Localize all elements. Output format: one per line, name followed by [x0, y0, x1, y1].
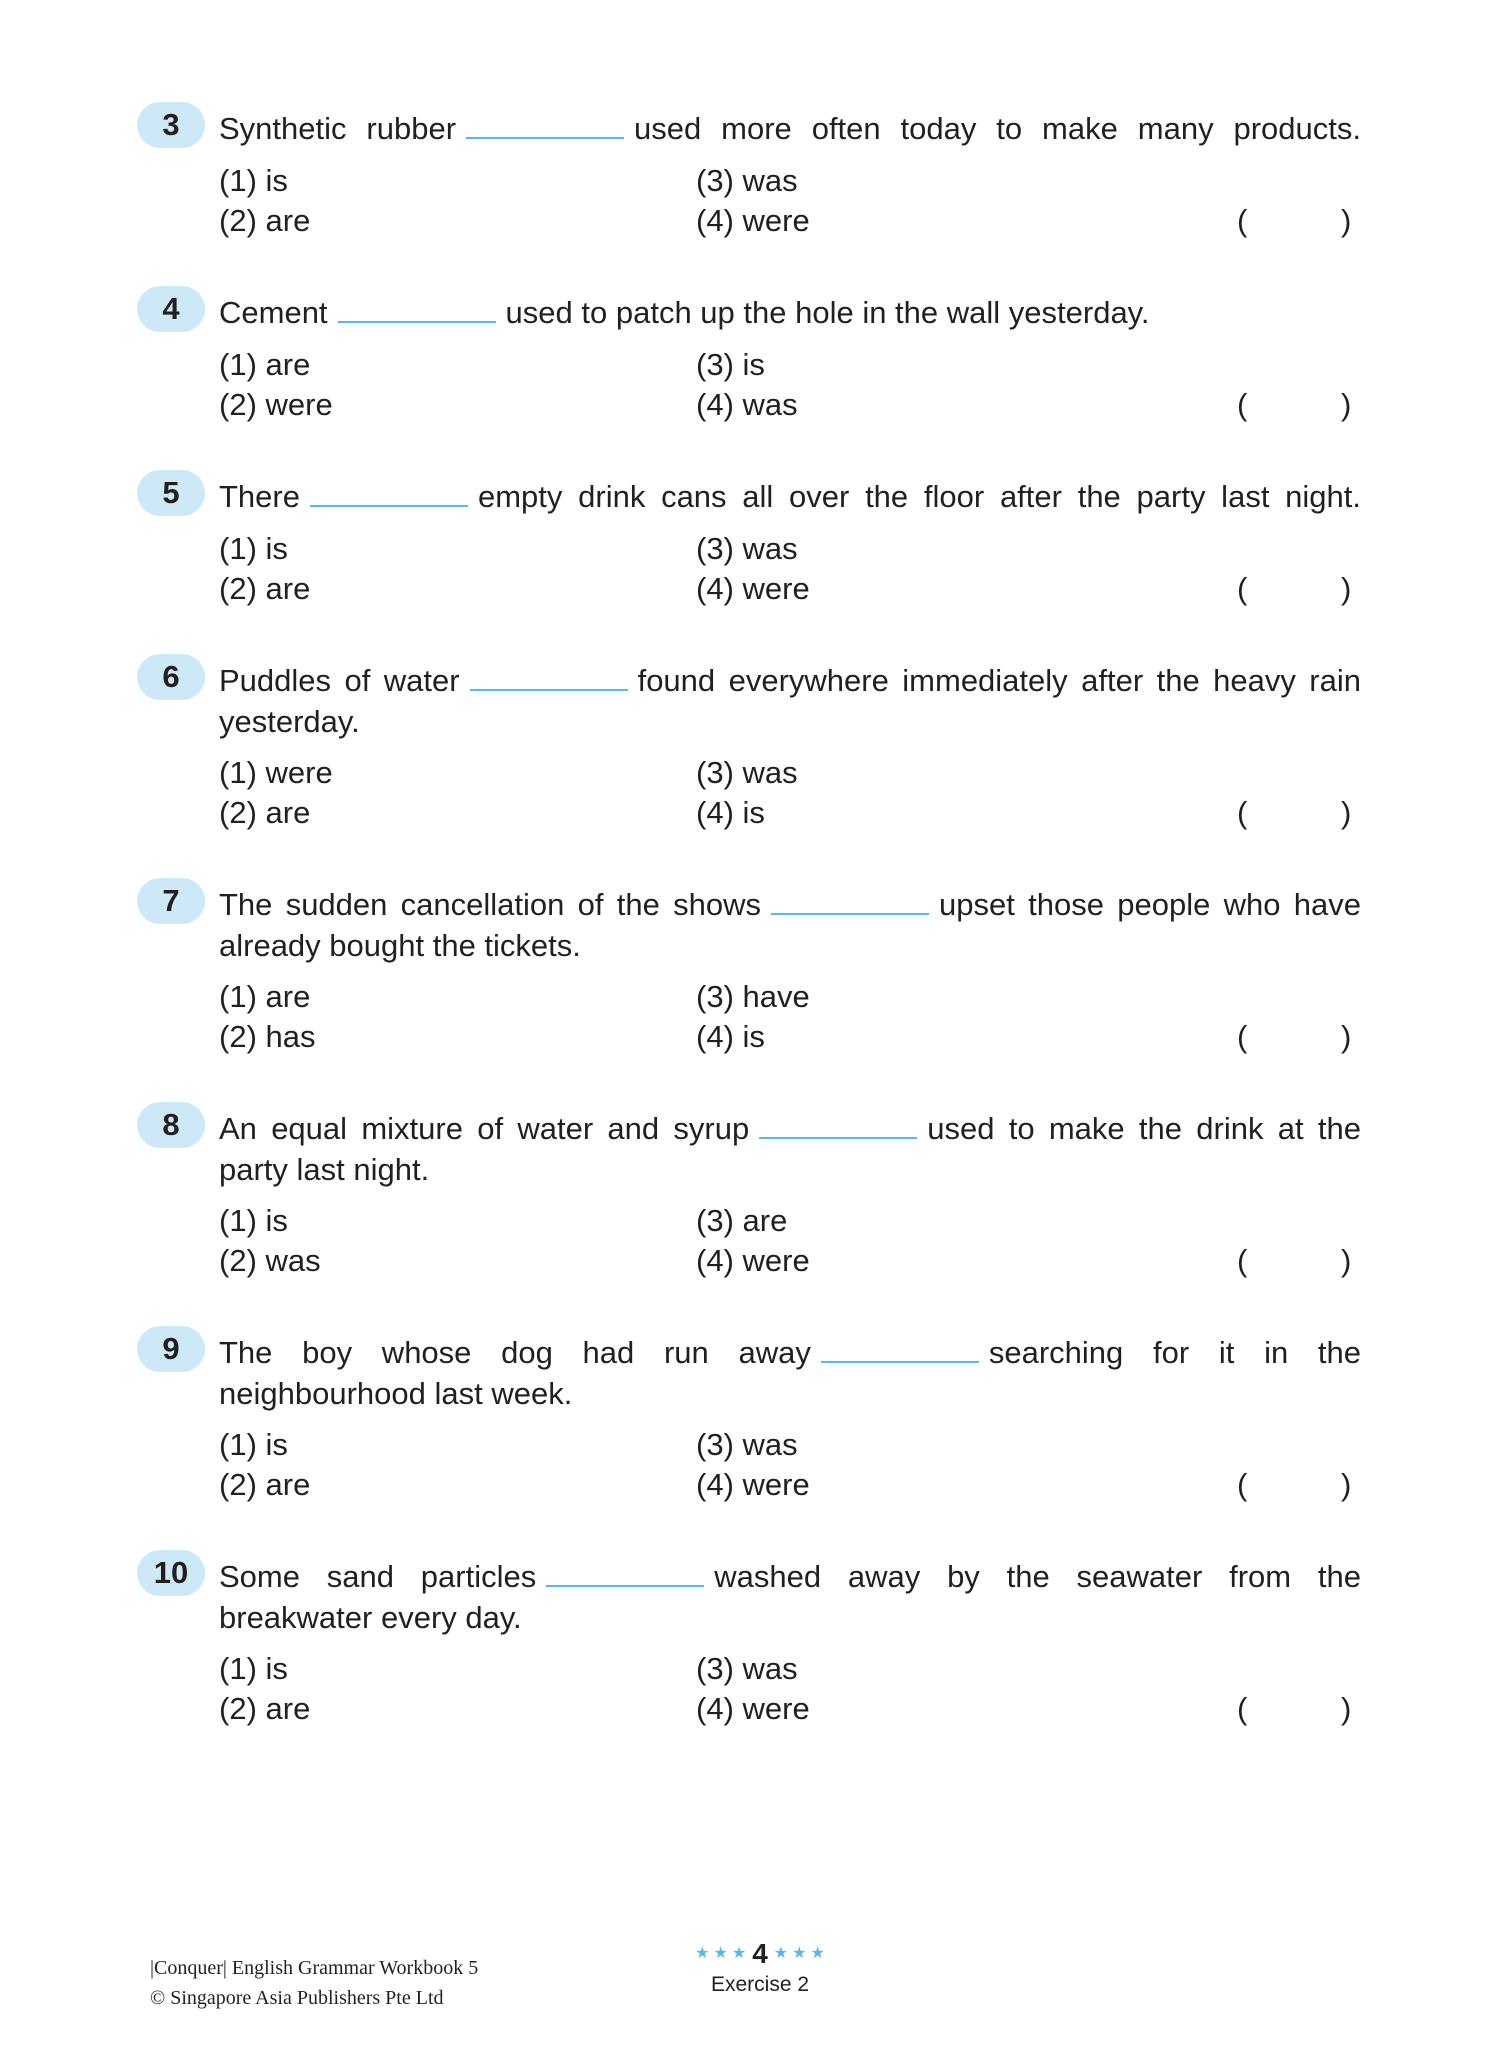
stem-text-after: used more often today to make many products.	[634, 111, 1361, 146]
option-1[interactable]: (1) were	[219, 755, 333, 790]
answer-blank[interactable]	[759, 1113, 917, 1139]
option-3[interactable]: (3) was	[696, 755, 798, 790]
option-1[interactable]: (1) are	[219, 347, 311, 382]
question-number-badge: 4	[137, 286, 205, 332]
answer-bracket-close: )	[1341, 571, 1352, 606]
page-number: 4	[752, 1937, 768, 1969]
page-footer	[660, 1935, 860, 1999]
stem-text-before: Cement	[219, 295, 328, 330]
option-2[interactable]: (2) are	[219, 1467, 311, 1502]
question-number-badge: 9	[137, 1326, 205, 1372]
question-number-badge: 10	[137, 1550, 205, 1596]
stem-text-before: An equal mixture of water and syrup	[219, 1111, 750, 1146]
option-1[interactable]: (1) is	[219, 163, 288, 198]
option-3[interactable]: (3) have	[696, 979, 810, 1014]
answer-bracket-open: (	[1237, 203, 1248, 238]
stem-text-before: The boy whose dog had run away	[219, 1335, 811, 1370]
answer-blank[interactable]	[338, 297, 496, 323]
answer-blank[interactable]	[466, 113, 624, 139]
option-1[interactable]: (1) are	[219, 979, 311, 1014]
stem-text-before: Synthetic rubber	[219, 111, 457, 146]
option-4[interactable]: (4) were	[696, 1691, 810, 1726]
answer-blank[interactable]	[821, 1337, 979, 1363]
question-stem	[219, 1556, 1361, 1638]
option-3[interactable]: (3) was	[696, 163, 798, 198]
answer-bracket-close: )	[1341, 1691, 1352, 1726]
answer-bracket-close: )	[1341, 1243, 1352, 1278]
option-2[interactable]: (2) are	[219, 203, 311, 238]
option-4[interactable]: (4) is	[696, 795, 765, 830]
option-4[interactable]: (4) were	[696, 1467, 810, 1502]
question-number-badge: 8	[137, 1102, 205, 1148]
option-3[interactable]: (3) was	[696, 1651, 798, 1686]
stem-text-after: empty drink cans all over the floor after the party last night.	[477, 479, 1361, 514]
option-1[interactable]: (1) is	[219, 1427, 288, 1462]
option-1[interactable]: (1) is	[219, 1203, 288, 1238]
star-icon: ★	[713, 1944, 728, 1962]
question-number-badge: 3	[137, 102, 205, 148]
question-stem	[219, 108, 1361, 149]
stem-text-after: washed away by the seawater from the breakwater every day.	[219, 1559, 1361, 1635]
option-3[interactable]: (3) is	[696, 347, 765, 382]
option-2[interactable]: (2) has	[219, 1019, 316, 1054]
answer-bracket-open: (	[1237, 1019, 1248, 1054]
star-icon: ★	[810, 1944, 825, 1962]
stem-text-after: used to make the drink at the party last night.	[219, 1111, 1361, 1187]
answer-blank[interactable]	[470, 665, 628, 691]
answer-bracket-open: (	[1237, 795, 1248, 830]
stem-text-after: upset those people who have already bought the tickets.	[219, 887, 1361, 963]
option-4[interactable]: (4) is	[696, 1019, 765, 1054]
book-title: |Conquer| English Grammar Workbook 5	[150, 1957, 479, 1979]
answer-bracket-close: )	[1341, 1467, 1352, 1502]
answer-blank[interactable]	[546, 1561, 704, 1587]
answer-bracket-open: (	[1237, 1467, 1248, 1502]
question-stem	[219, 476, 1361, 517]
page-number-row	[660, 1935, 860, 1971]
question-stem	[219, 660, 1361, 742]
answer-bracket-open: (	[1237, 1243, 1248, 1278]
star-icon: ★	[773, 1944, 789, 1962]
answer-bracket-open: (	[1237, 1691, 1248, 1726]
answer-bracket-close: )	[1341, 795, 1352, 830]
question-stem	[219, 292, 1361, 333]
option-4[interactable]: (4) were	[696, 203, 810, 238]
answer-bracket-close: )	[1341, 1019, 1352, 1054]
option-1[interactable]: (1) is	[219, 1651, 288, 1686]
star-icon: ★	[695, 1944, 710, 1962]
option-2[interactable]: (2) was	[219, 1243, 321, 1278]
question-stem	[219, 1108, 1361, 1190]
option-2[interactable]: (2) are	[219, 571, 311, 606]
answer-bracket-open: (	[1237, 387, 1248, 422]
stem-text-before: The sudden cancellation of the shows	[219, 887, 762, 922]
question-stem	[219, 1332, 1361, 1414]
copyright-notice: © Singapore Asia Publishers Pte Ltd	[150, 1987, 444, 2009]
option-2[interactable]: (2) are	[219, 795, 311, 830]
stem-text-before: There	[219, 479, 300, 514]
question-stem	[219, 884, 1361, 966]
question-number-badge: 6	[137, 654, 205, 700]
option-4[interactable]: (4) was	[696, 387, 798, 422]
stem-text-before: Some sand particles	[219, 1559, 537, 1594]
option-4[interactable]: (4) were	[696, 1243, 810, 1278]
footer-credits	[150, 1953, 478, 2013]
option-2[interactable]: (2) are	[219, 1691, 311, 1726]
option-4[interactable]: (4) were	[696, 571, 810, 606]
option-3[interactable]: (3) was	[696, 1427, 798, 1462]
stem-text-after: searching for it in the neighbourhood last week.	[219, 1335, 1361, 1411]
option-3[interactable]: (3) was	[696, 531, 798, 566]
option-1[interactable]: (1) is	[219, 531, 288, 566]
answer-bracket-close: )	[1341, 387, 1352, 422]
stem-text-before: Puddles of water	[219, 663, 460, 698]
star-icon: ★	[731, 1944, 747, 1962]
star-icon: ★	[792, 1944, 807, 1962]
stem-text-after: used to patch up the hole in the wall yesterday.	[505, 295, 1150, 330]
answer-bracket-open: (	[1237, 571, 1248, 606]
answer-blank[interactable]	[310, 481, 468, 507]
stem-text-after: found everywhere immediately after the heavy rain yesterday.	[219, 663, 1361, 739]
answer-bracket-close: )	[1341, 203, 1352, 238]
option-3[interactable]: (3) are	[696, 1203, 788, 1238]
exercise-label: Exercise 2	[710, 1972, 810, 1996]
answer-blank[interactable]	[771, 889, 929, 915]
option-2[interactable]: (2) were	[219, 387, 333, 422]
question-number-badge: 5	[137, 470, 205, 516]
question-number-badge: 7	[137, 878, 205, 924]
